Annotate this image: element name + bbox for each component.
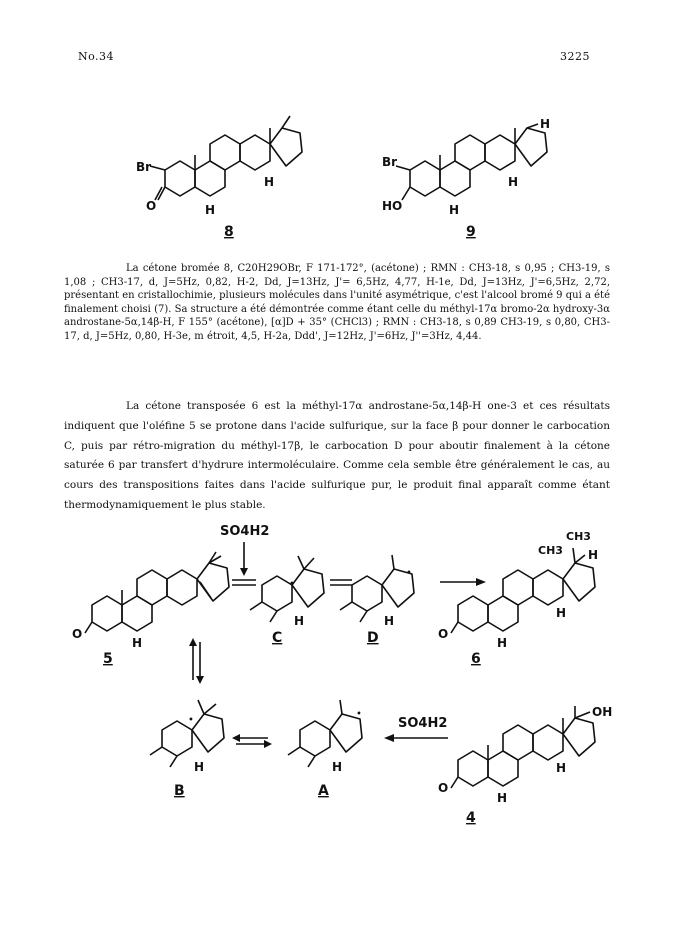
compound-label-8: 8 xyxy=(224,224,234,240)
cation-dot-C: • xyxy=(289,579,295,590)
structure-8 xyxy=(150,116,302,200)
atom-ch3b-6: CH3 xyxy=(566,530,591,543)
compound-label-A: A xyxy=(318,783,329,799)
atom-br-8: Br xyxy=(136,160,152,174)
compound-label-C: C xyxy=(272,630,283,646)
atom-h-5: H xyxy=(132,636,143,650)
cation-dot-B: • xyxy=(188,715,194,726)
compound-label-5: 5 xyxy=(103,651,113,667)
atom-h17-9: H xyxy=(540,117,551,131)
atom-h5-8: H xyxy=(205,203,216,217)
structure-5 xyxy=(85,552,229,633)
atom-h14-6: H xyxy=(556,606,567,620)
atom-h14-4: H xyxy=(556,761,567,775)
atom-o-8: O xyxy=(146,199,157,213)
atom-ch3-6: CH3 xyxy=(538,544,563,557)
paragraph-1-text: La cétone bromée 8, C20H29OBr, F 171-172°, (acétone) ; RMN : CH3-18, s 0,95 ; CH3-19, s 1,08 ; CH3-17, d, J=5Hz, 0,82, H-2, Dd, J=13Hz, J'= 6,5Hz, 4,77, H-1e, Dd, J=13Hz, J'=6,5Hz, 2,72, présentant en cristallochimie, plusieurs molécules dans l'unité asymétrique, c'est l'alcool bromé 9 qui a été finalement choisi (7). Sa structure a été démontrée comme étant celle du méthyl-17α bromo-2α hydroxy-3α androstane-5α,14β-H, F 155° (acétone), [α]D + 35° (CHCl3) ; RMN : CH3-18, s 0,89 CH3-19, s 0,80, CH3-17, d, J=5Hz, 0,80, H-3e, m étroit, 4,5, H-2a, Ddd', J=12Hz, J'=6Hz, J''=3Hz, 4,44. xyxy=(64,263,610,342)
atom-o-4: O xyxy=(438,781,449,795)
atom-h14-8: H xyxy=(264,175,275,189)
atom-h17-6: H xyxy=(588,548,599,562)
reagent-bottom: SO4H2 xyxy=(398,716,448,731)
atom-h-D: H xyxy=(384,614,395,628)
page-number: 3225 xyxy=(560,50,590,63)
reagent-top: SO4H2 xyxy=(220,524,270,539)
atom-h-B: H xyxy=(194,760,205,774)
structure-B xyxy=(150,700,224,767)
atom-h-A: H xyxy=(332,760,343,774)
cation-dot-A: • xyxy=(356,709,362,720)
structure-9 xyxy=(396,124,547,200)
structure-C xyxy=(250,556,324,622)
paragraph-2-text: La cétone transposée 6 est la méthyl-17α androstane-5α,14β-H one-3 et ces résultats indiquent que l'oléfine 5 se protone dans l'acide sulfurique, sur la face β pour donner le carbocation C, puis par rétro-migration du méthyl-17β, le carbocation D pour aboutir finalement à la cétone saturée 6 par transfert d'hydrure intermoléculaire. Comme cela semble être généralement le cas, au cours des transpositions faites dans l'acide sulfurique pur, le produit final apparaît comme étant thermodynamiquement le plus stable. xyxy=(64,400,610,511)
atom-ho-9: HO xyxy=(382,199,403,213)
compound-label-9: 9 xyxy=(466,224,476,240)
compound-label-4: 4 xyxy=(466,810,476,826)
structure-D xyxy=(340,555,414,622)
atom-oh-4: OH xyxy=(592,705,613,719)
compound-label-6: 6 xyxy=(471,651,481,667)
atom-o-5: O xyxy=(72,627,83,641)
structure-4 xyxy=(451,706,595,788)
atom-h5-4: H xyxy=(497,791,508,805)
compound-label-D: D xyxy=(367,630,379,646)
atom-h5-9: H xyxy=(449,203,460,217)
atom-h14-9: H xyxy=(508,175,519,189)
atom-h5-6: H xyxy=(497,636,508,650)
atom-br-9: Br xyxy=(382,155,398,169)
journal-issue: No.34 xyxy=(78,50,115,63)
structure-A xyxy=(288,700,362,767)
atom-h-C: H xyxy=(294,614,305,628)
compound-label-B: B xyxy=(174,783,185,799)
reagent-arrowhead-top xyxy=(240,568,248,576)
cation-dot-D: • xyxy=(406,568,412,579)
atom-o-6: O xyxy=(438,627,449,641)
structure-6 xyxy=(451,548,595,633)
